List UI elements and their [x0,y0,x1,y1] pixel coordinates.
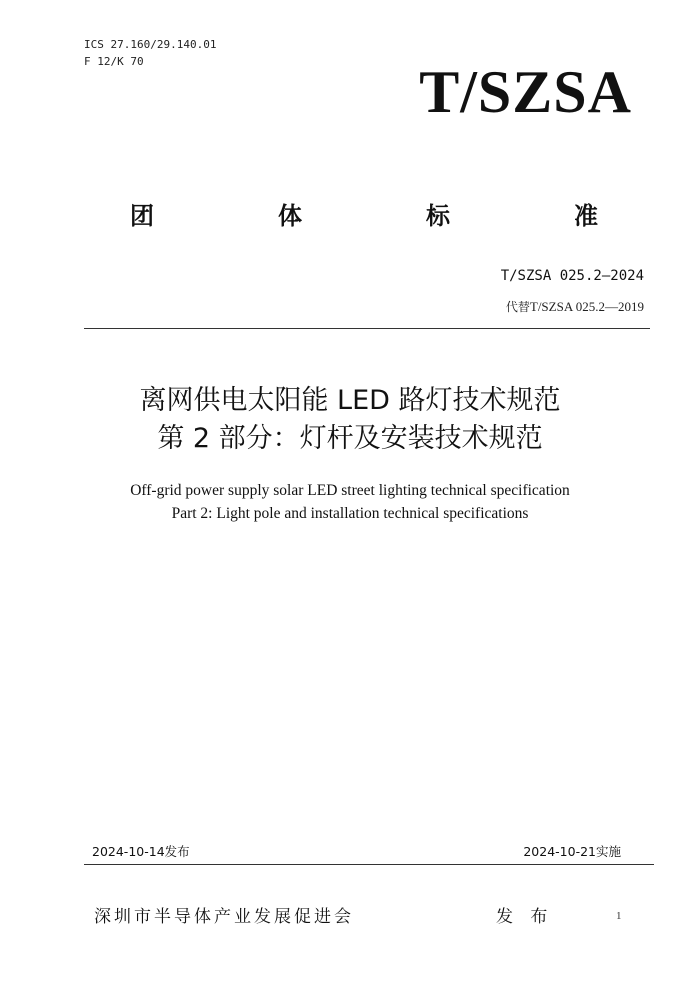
replaces-note [506,298,644,315]
standard-number: T/SZSA 025.2—2024 [500,268,644,284]
ccs-code: F 12/K 70 [84,55,144,68]
header-divider [84,328,650,329]
standard-type-char: 标 [426,202,450,230]
ics-code: ICS 27.160/29.140.01 [84,38,217,51]
footer-divider [84,864,654,865]
publish-label: 发 布 [496,907,554,927]
title-en-line1: Off-grid power supply solar LED street lighting technical specification [130,482,570,499]
title-cn-line2: 第 2 部分：灯杆及安装技术规范 [157,423,543,454]
title-cn-line1: 离网供电太阳能 LED 路灯技术规范 [139,385,561,416]
standard-type [130,196,598,231]
standard-type-char: 团 [130,202,154,230]
title-en-line2: Part 2: Light pole and installation technical specifications [171,505,529,522]
replaces-code: T/SZSA 025.2—2019 [529,299,644,314]
issue-date: 2024-10-14发布 [92,844,190,859]
replaces-label: 代替 [505,300,530,314]
implement-date: 2024-10-21实施 [523,844,621,859]
standard-type-char: 准 [574,202,598,230]
page-number: 1 [616,910,622,922]
issuer-name: 深圳市半导体产业发展促进会 [94,907,354,927]
organization-logo: T/SZSA [419,59,632,125]
classification-codes [84,36,216,70]
standard-type-char: 体 [278,202,302,230]
